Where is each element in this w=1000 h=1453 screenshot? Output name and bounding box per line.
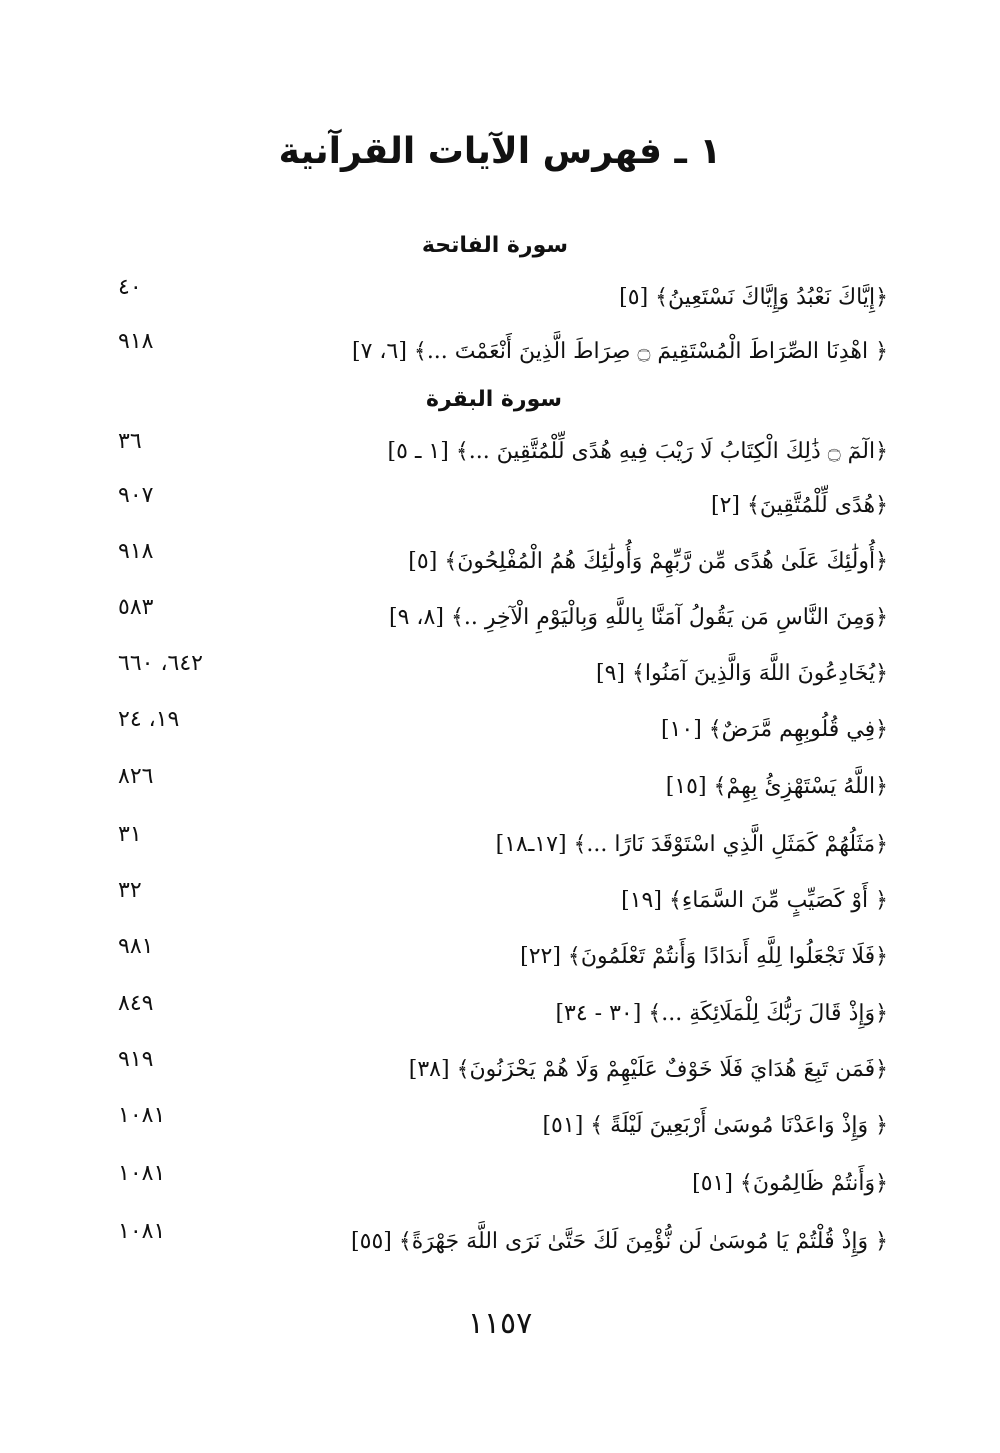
page-references: ٣٢ xyxy=(118,878,142,903)
index-entry xyxy=(0,878,1000,921)
verse-text: ﴿إِيَّاكَ نَعْبُدُ وَإِيَّاكَ نَسْتَعِينُ﴾ [٥] xyxy=(619,285,888,310)
index-entry xyxy=(0,329,1000,372)
index-entry xyxy=(0,991,1000,1034)
page-references: ٣٦ xyxy=(118,429,142,454)
index-entry xyxy=(0,1219,1000,1262)
verse-text: ﴿فَمَن تَبِعَ هُدَايَ فَلَا خَوْفٌ عَلَيْهِمْ وَلَا هُمْ يَحْزَنُونَ﴾ [٣٨] xyxy=(408,1057,888,1082)
verse-text: ﴿اللَّهُ يَسْتَهْزِئُ بِهِمْ﴾ [١٥] xyxy=(665,774,888,799)
page-references: ٩٨١ xyxy=(118,934,154,959)
verse-text: ﴿هُدًى لِّلْمُتَّقِينَ﴾ [٢] xyxy=(710,493,888,518)
index-entry xyxy=(0,275,1000,318)
index-entry xyxy=(0,595,1000,638)
verse-text: ﴿وَأَنتُمْ ظَالِمُونَ﴾ [٥١] xyxy=(692,1171,888,1196)
page-references: ١٠٨١ xyxy=(118,1219,166,1244)
verse-text: ﴿ أَوْ كَصَيِّبٍ مِّنَ السَّمَاءِ﴾ [١٩] xyxy=(621,888,888,913)
verse-text: ﴿ اهْدِنَا الصِّرَاطَ الْمُسْتَقِيمَ ۝ صِرَاطَ الَّذِينَ أَنْعَمْتَ ...﴾ [٦، ٧] xyxy=(351,339,888,364)
index-entry xyxy=(0,651,1000,694)
page-references: ٤٠ xyxy=(118,275,142,300)
index-entry xyxy=(0,1047,1000,1090)
page-references: ٨٤٩ xyxy=(118,991,154,1016)
index-entry xyxy=(0,707,1000,750)
page-references: ٩٠٧ xyxy=(118,483,154,508)
verse-text: ﴿يُخَادِعُونَ اللَّهَ وَالَّذِينَ آمَنُوا﴾ [٩] xyxy=(595,661,888,686)
page-references: ١٩، ٢٤ xyxy=(118,707,180,732)
index-entry xyxy=(0,1103,1000,1146)
page-title: ١ ـ فهرس الآيات القرآنية xyxy=(278,131,722,172)
index-entry xyxy=(0,539,1000,582)
verse-text: ﴿مَثَلُهُمْ كَمَثَلِ الَّذِي اسْتَوْقَدَ نَارًا ...﴾ [١٧ـ١٨] xyxy=(495,832,888,857)
index-entry xyxy=(0,822,1000,865)
page-references: ١٠٨١ xyxy=(118,1161,166,1186)
verse-text: ﴿ وَإِذْ وَاعَدْنَا مُوسَىٰ أَرْبَعِينَ لَيْلَةً ﴾ [٥١] xyxy=(542,1113,888,1138)
page-references: ٥٨٣ xyxy=(118,595,154,620)
verse-text: ﴿فِي قُلُوبِهِم مَّرَضٌ﴾ [١٠] xyxy=(660,717,888,742)
page-references: ٦٤٢، ٦٦٠ xyxy=(118,651,203,676)
page-references: ٩١٨ xyxy=(118,329,154,354)
page-references: ٣١ xyxy=(118,822,142,847)
page-references: ١٠٨١ xyxy=(118,1103,166,1128)
index-entry xyxy=(0,483,1000,526)
index-entry xyxy=(0,764,1000,807)
index-entry xyxy=(0,1161,1000,1204)
page-references: ٩١٩ xyxy=(118,1047,154,1072)
verse-text: ﴿الٓمٓ ۝ ذَٰلِكَ الْكِتَابُ لَا رَيْبَ فِيهِ هُدًى لِّلْمُتَّقِينَ ...﴾ [١ ـ ٥] xyxy=(387,439,888,464)
verse-text: ﴿وَإِذْ قَالَ رَبُّكَ لِلْمَلَائِكَةِ ...﴾ [٣٠ - ٣٤] xyxy=(555,1001,888,1026)
page-number: ١١٥٧ xyxy=(467,1306,533,1341)
surah-heading-baqara: سورة البقرة xyxy=(425,387,562,412)
index-entry xyxy=(0,934,1000,977)
index-entry xyxy=(0,429,1000,472)
page-references: ٨٢٦ xyxy=(118,764,154,789)
surah-heading-fatiha: سورة الفاتحة xyxy=(421,233,568,258)
verse-text: ﴿أُولَٰئِكَ عَلَىٰ هُدًى مِّن رَّبِّهِمْ وَأُولَٰئِكَ هُمُ الْمُفْلِحُونَ﴾ [٥] xyxy=(408,549,888,574)
verse-text: ﴿فَلَا تَجْعَلُوا لِلَّهِ أَندَادًا وَأَنتُمْ تَعْلَمُونَ﴾ [٢٢] xyxy=(520,944,888,969)
page-references: ٩١٨ xyxy=(118,539,154,564)
verse-text: ﴿وَمِنَ النَّاسِ مَن يَقُولُ آمَنَّا بِاللَّهِ وَبِالْيَوْمِ الْآخِرِ ..﴾ [٨، ٩] xyxy=(389,605,888,630)
verse-text: ﴿ وَإِذْ قُلْتُمْ يَا مُوسَىٰ لَن نُّؤْمِنَ لَكَ حَتَّىٰ نَرَى اللَّهَ جَهْرَةً﴾ [٥٥] xyxy=(351,1229,888,1254)
